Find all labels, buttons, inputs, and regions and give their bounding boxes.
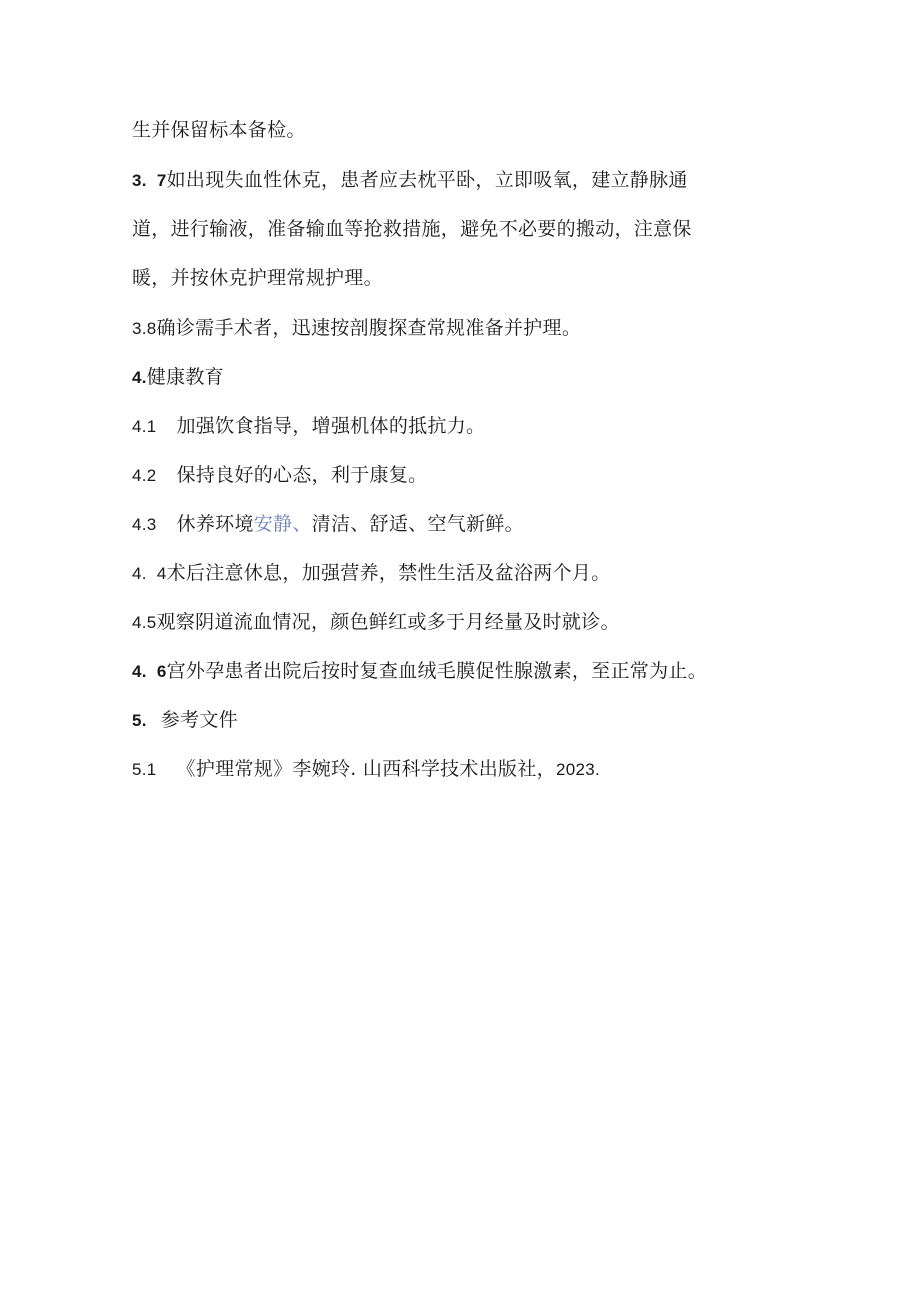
list-item-4-2 [132, 463, 427, 488]
section-number: 4. [132, 368, 147, 387]
item-number: 4.5 [132, 613, 157, 632]
list-item-4-4 [132, 561, 611, 586]
highlighted-text: 安静、 [253, 513, 312, 535]
paragraph-line [132, 217, 692, 241]
list-item-3-7 [132, 168, 688, 193]
reference-year: 2023. [555, 760, 600, 779]
line-text: 暖，并按休克护理常规护理。 [132, 267, 383, 289]
section-heading-4 [132, 365, 224, 390]
item-number: 5.1 [132, 760, 157, 779]
list-item-4-3 [132, 512, 524, 537]
line-text-before: 休养环境 [176, 513, 254, 535]
item-number: 4.3 [132, 515, 157, 534]
line-text: 保持良好的心态，利于康复。 [176, 464, 428, 486]
item-number: 4. 6 [132, 662, 167, 681]
line-text: 如出现失血性休克，患者应去枕平卧，立即吸氧，建立静脉通 [166, 169, 688, 191]
item-number: 4.2 [132, 466, 157, 485]
list-item-4-5 [132, 610, 620, 635]
list-item-4-6 [132, 659, 707, 684]
section-title: 参考文件 [160, 709, 238, 731]
line-text: 确诊需手术者，迅速按剖腹探查常规准备并护理。 [156, 317, 582, 339]
list-item-4-1 [132, 414, 485, 439]
reference-text: 《护理常规》李婉玲. 山西科学技术出版社， [176, 758, 556, 780]
section-title: 健康教育 [146, 366, 224, 388]
paragraph-line [132, 118, 306, 142]
line-text: 术后注意休息，加强营养，禁性生活及盆浴两个月。 [166, 562, 611, 584]
section-heading-5 [132, 708, 238, 733]
line-text: 生并保留标本备检。 [132, 119, 306, 141]
item-number: 3.8 [132, 319, 157, 338]
item-number: 3. 7 [132, 171, 167, 190]
line-text-after: 清洁、舒适、空气新鲜。 [311, 513, 524, 535]
line-text: 道，进行输液，准备输血等抢救措施，避免不必要的搬动，注意保 [132, 218, 692, 240]
section-number: 5. [132, 711, 147, 730]
line-text: 加强饮食指导，增强机体的抵抗力。 [176, 415, 486, 437]
item-number: 4.1 [132, 417, 157, 436]
item-number: 4. 4 [132, 564, 167, 583]
paragraph-line [132, 266, 383, 290]
line-text: 观察阴道流血情况，颜色鲜红或多于月经量及时就诊。 [156, 611, 620, 633]
reference-5-1 [132, 757, 600, 782]
line-text: 宫外孕患者出院后按时复查血绒毛膜促性腺激素，至正常为止。 [166, 660, 707, 682]
list-item-3-8 [132, 316, 581, 341]
